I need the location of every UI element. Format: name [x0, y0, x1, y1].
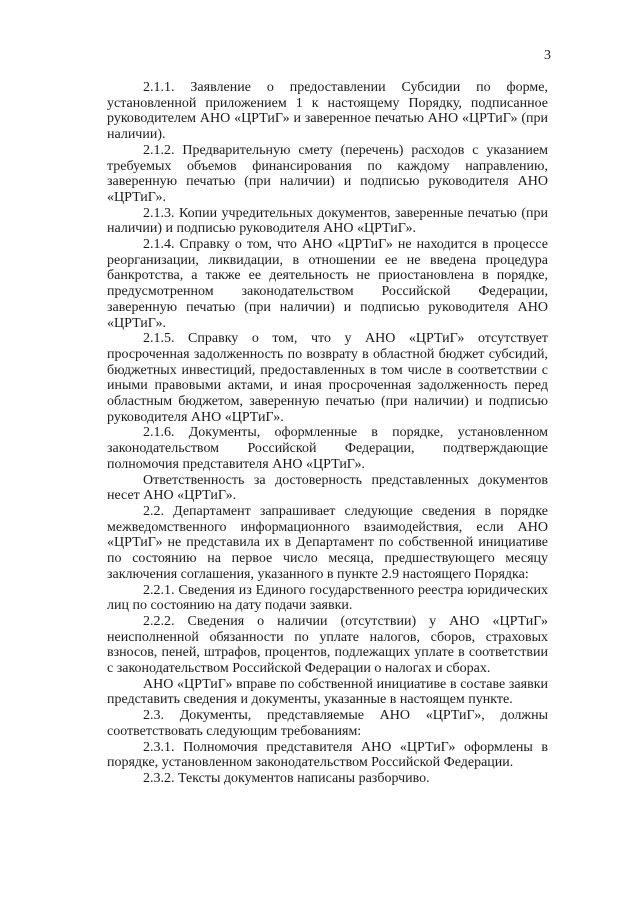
- paragraph-2-1-2: 2.1.2. Предварительную смету (перечень) расходов с указанием требуемых объемов финансирования по каждому направлению, заверенную печатью (при наличии) и подписью руководителя АНО «ЦРТиГ».: [107, 142, 548, 205]
- document-body: [107, 80, 548, 787]
- paragraph-own-initiative: АНО «ЦРТиГ» вправе по собственной инициативе в составе заявки представить сведения и документы, указанные в настоящем пункте.: [107, 676, 548, 708]
- paragraph-2-1-3: 2.1.3. Копии учредительных документов, заверенные печатью (при наличии) и подписью руководителя АНО «ЦРТиГ».: [107, 205, 548, 237]
- paragraph-2-1-6: 2.1.6. Документы, оформленные в порядке, установленном законодательством Российской Федерации, подтверждающие полномочия представителя АНО «ЦРТиГ».: [107, 425, 548, 472]
- page-number: 3: [544, 48, 551, 63]
- paragraph-2-3-2: 2.3.2. Тексты документов написаны разборчиво.: [143, 770, 430, 786]
- paragraph-2-1-5: 2.1.5. Справку о том, что у АНО «ЦРТиГ» отсутствует просроченная задолженность по возврату в областной бюджет субсидий, бюджетных инвестиций, предоставленных в том числе в соответствии с иными правовыми актами, и иная просроченная задолженность перед областным бюджетом, заверенную печатью (при наличии) и подписью руководителя АНО «ЦРТиГ».: [107, 331, 548, 425]
- paragraph-2-1-4: 2.1.4. Справку о том, что АНО «ЦРТиГ» не находится в процессе реорганизации, ликвидации, в отношении ее не введена процедура банкротства, а также ее деятельность не приостановлена в порядке, предусмотренном законодательством Российской Федерации, заверенную печатью (при наличии) и подписью руководителя АНО «ЦРТиГ».: [107, 237, 548, 331]
- paragraph-responsibility: Ответственность за достоверность представленных документов несет АНО «ЦРТиГ».: [107, 472, 548, 504]
- paragraph-2-2-1: 2.2.1. Сведения из Единого государственного реестра юридических лиц по состоянию на дату подачи заявки.: [107, 582, 548, 614]
- paragraph-2-3: 2.3. Документы, представляемые АНО «ЦРТиГ», должны соответствовать следующим требованиям:: [107, 708, 548, 739]
- paragraph-2-2: 2.2. Департамент запрашивает следующие сведения в порядке межведомственного информационного взаимодействия, если АНО «ЦРТиГ» не представила их в Департамент по собственной инициативе по состоянию на первое число месяца, предшествующего месяцу заключения соглашения, указанного в пункте 2.9 настоящего Порядка:: [107, 503, 548, 582]
- paragraph-2-3-1: 2.3.1. Полномочия представителя АНО «ЦРТиГ» оформлены в порядке, установленном законодательством Российской Федерации.: [107, 739, 548, 771]
- paragraph-2-2-2: 2.2.2. Сведения о наличии (отсутствии) у АНО «ЦРТиГ» неисполненной обязанности по уплате налогов, сборов, страховых взносов, пеней, штрафов, процентов, подлежащих уплате в соответствии с законодательством Российской Федерации о налогах и сборах.: [107, 613, 548, 677]
- paragraph-2-1-1: 2.1.1. Заявление о предоставлении Субсидии по форме, установленной приложением 1 к настоящему Порядку, подписанное руководителем АНО «ЦРТиГ» и заверенное печатью АНО «ЦРТиГ» (при наличии).: [107, 80, 548, 143]
